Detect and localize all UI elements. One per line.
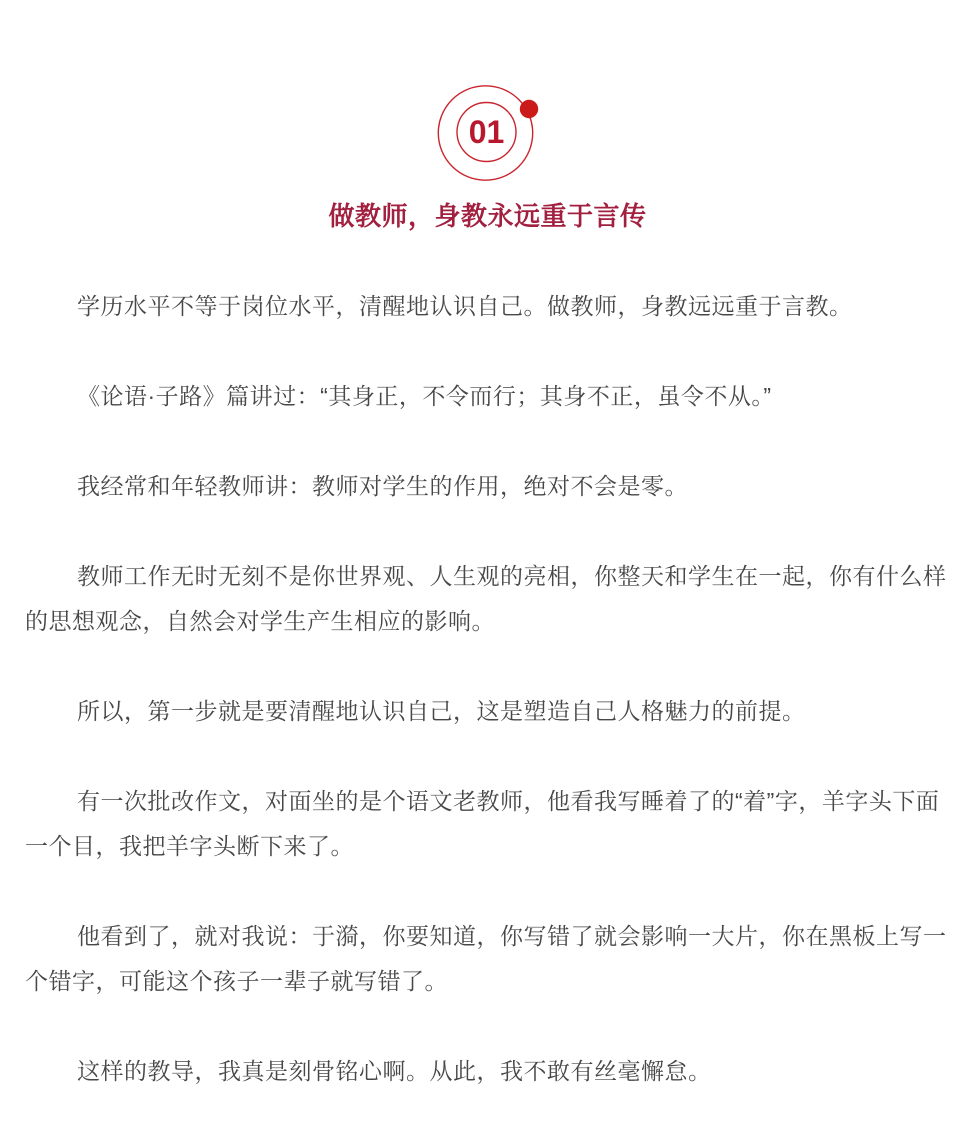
chapter-number: 01 xyxy=(468,114,505,150)
paragraph-line: 我经常和年轻教师讲：教师对学生的作用，绝对不会是零。 xyxy=(77,473,688,499)
paragraph xyxy=(25,914,950,1004)
paragraph-line: 《论语·子路》篇讲过：“其身正，不令而行；其身不正，虽令不从。” xyxy=(77,383,772,409)
paragraph-line: 他看到了，就对我说：于漪，你要知道，你写错了就会影响一大片，你在黑板上写一 xyxy=(77,923,947,949)
paragraph-line: 一个目，我把羊字头断下来了。 xyxy=(25,833,354,859)
paragraph-line: 所以，第一步就是要清醒地认识自己，这是塑造自己人格魅力的前提。 xyxy=(77,698,806,724)
paragraph-line: 的思想观念，自然会对学生产生相应的影响。 xyxy=(25,608,495,634)
paragraph xyxy=(25,779,950,869)
paragraph xyxy=(25,1049,950,1094)
paragraph xyxy=(25,464,950,509)
paragraph xyxy=(25,689,950,734)
paragraph-line: 学历水平不等于岗位水平，清醒地认识自己。做教师，身教远远重于言教。 xyxy=(77,293,853,319)
paragraph xyxy=(25,284,950,329)
paragraph-line: 个错字，可能这个孩子一辈子就写错了。 xyxy=(25,968,448,994)
chapter-number-ornament xyxy=(430,75,550,195)
article-body xyxy=(25,284,950,1129)
section-title: 做教师，身教永远重于言传 xyxy=(328,201,647,231)
paragraph-line: 这样的教导，我真是刻骨铭心啊。从此，我不敢有丝毫懈怠。 xyxy=(77,1058,712,1084)
paragraph-line: 教师工作无时无刻不是你世界观、人生观的亮相，你整天和学生在一起，你有什么样 xyxy=(77,563,947,589)
paragraph-line: 有一次批改作文，对面坐的是个语文老教师，他看我写睡着了的“着”字，羊字头下面 xyxy=(77,788,940,814)
paragraph xyxy=(25,554,950,644)
paragraph xyxy=(25,374,950,419)
